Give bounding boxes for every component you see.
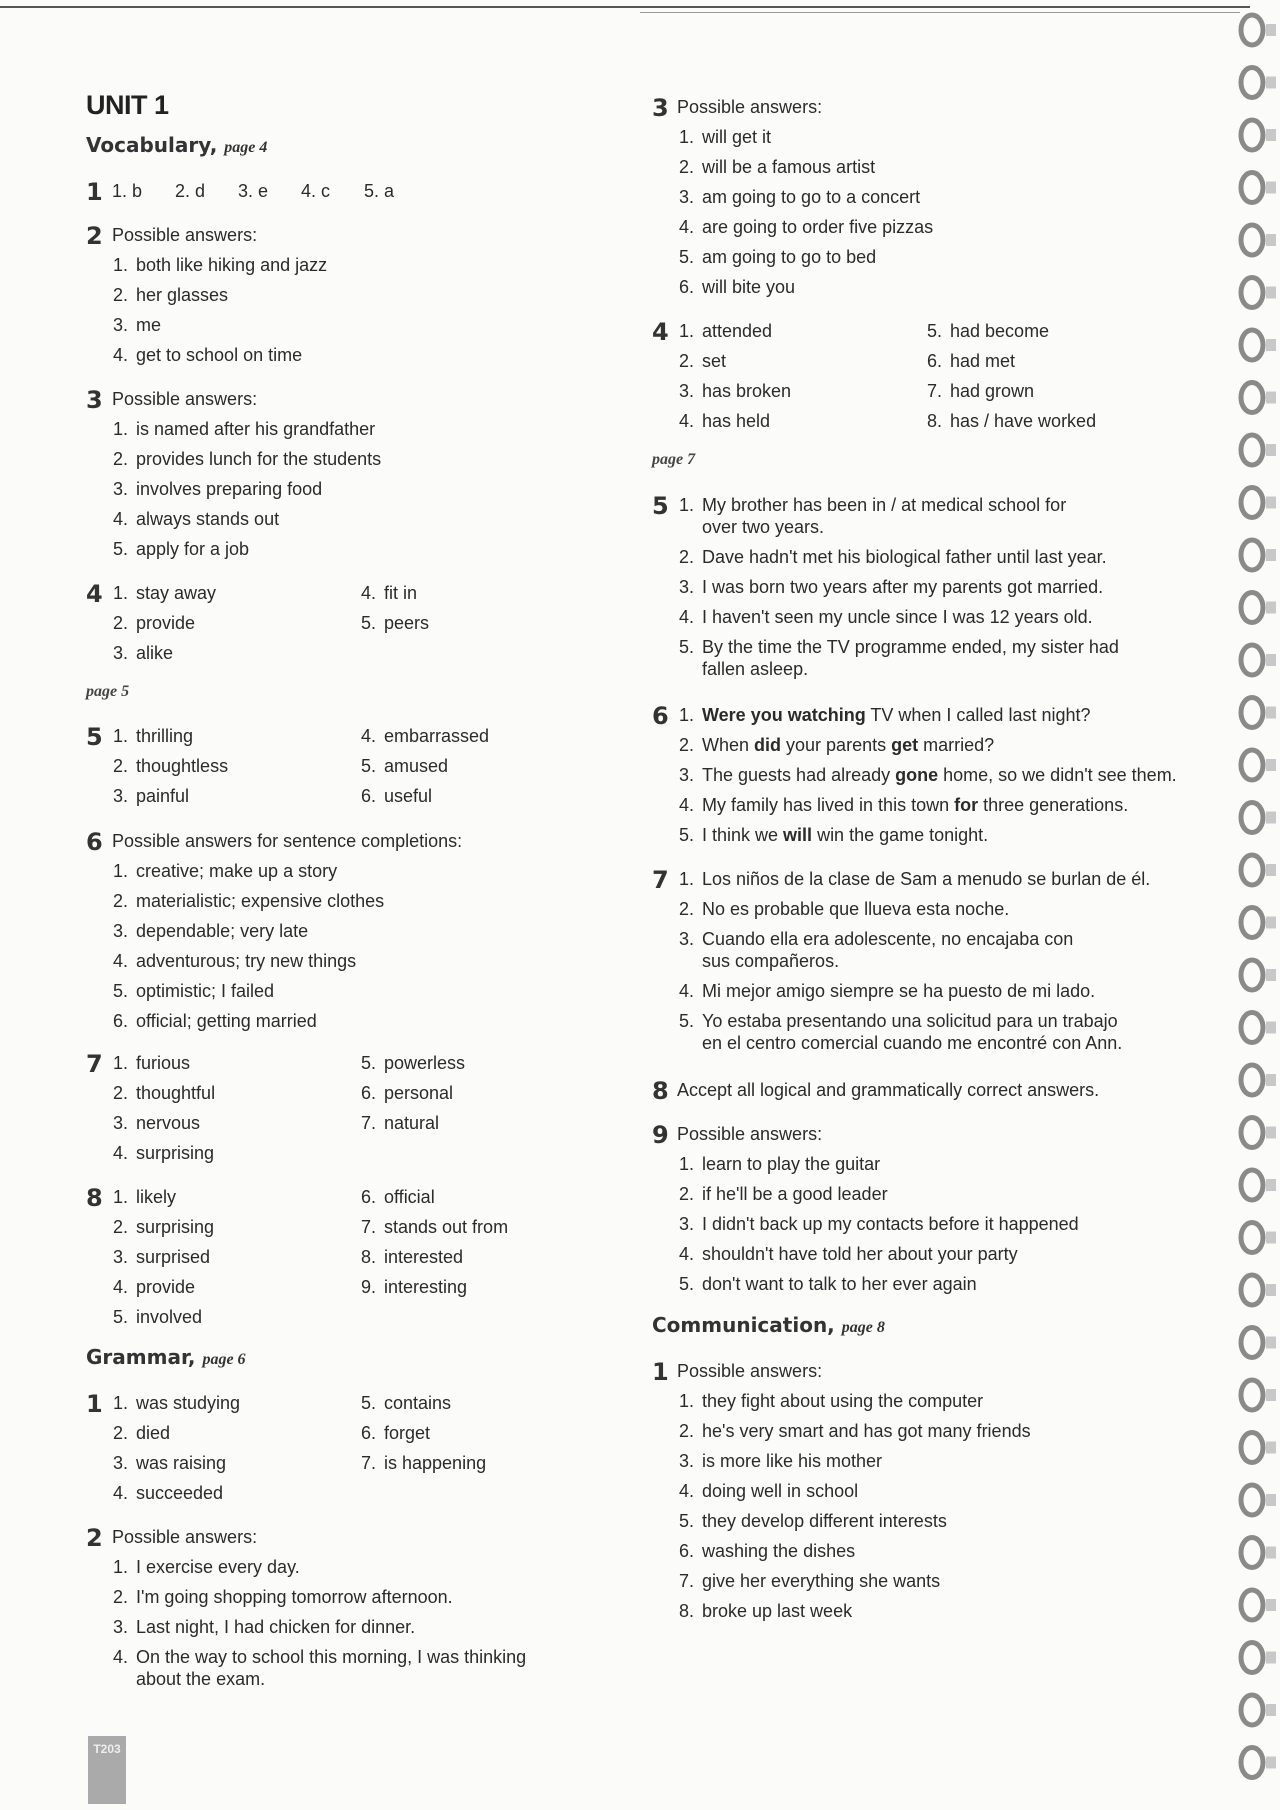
exercise-number: 3 <box>652 94 669 122</box>
spiral-ring <box>1241 173 1263 203</box>
list-item: 4. On the way to school this morning, I was thinking about the exam. <box>112 1647 527 1689</box>
list-item: 4. are going to order five pizzas <box>678 217 934 237</box>
vocab-ex4-left <box>104 582 334 672</box>
spiral-binding <box>1222 0 1280 1810</box>
list-item: 3. painful <box>112 786 190 806</box>
vocab-ex6-list <box>104 860 604 1040</box>
spiral-ring <box>1241 698 1263 728</box>
list-item: 3. is more like his mother <box>678 1451 883 1471</box>
exercise-number: 7 <box>86 1050 103 1078</box>
list-item: 2. set <box>678 351 727 371</box>
spiral-ring <box>1241 1170 1263 1200</box>
page-reference: page 7 <box>652 451 696 468</box>
list-item: 2. will be a famous artist <box>678 157 876 177</box>
spiral-hole <box>1266 339 1276 351</box>
spiral-ring <box>1241 330 1263 360</box>
grammar-ex2-list <box>104 1556 584 1690</box>
spiral-hole <box>1266 759 1276 771</box>
list-item: 5. had become <box>926 321 1050 341</box>
exercise-number: 1 <box>86 178 103 206</box>
exercise-number: 7 <box>652 866 669 894</box>
spiral-hole <box>1266 24 1276 36</box>
vocab-ex8-right <box>352 1186 582 1306</box>
spiral-hole <box>1266 444 1276 456</box>
grammar-ex3-list <box>670 126 1150 306</box>
exercise-intro: Possible answers: <box>677 1124 823 1144</box>
list-item: 4. provide <box>112 1277 196 1297</box>
list-item: 2. thoughtful <box>112 1083 216 1103</box>
spiral-ring <box>1241 1748 1263 1778</box>
list-item: 5. By the time the TV programme ended, my sister had fallen asleep. <box>678 637 1119 679</box>
spiral-hole <box>1266 1074 1276 1086</box>
list-item: 5. apply for a job <box>112 539 250 559</box>
spiral-ring <box>1241 960 1263 990</box>
exercise-number: 9 <box>652 1121 669 1149</box>
spiral-hole <box>1266 1232 1276 1244</box>
list-item: 8. broke up last week <box>678 1601 853 1621</box>
list-item: 1. is named after his grandfather <box>112 419 376 439</box>
list-item: 7. had grown <box>926 381 1035 401</box>
unit-title: UNIT 1 <box>86 90 169 120</box>
vocab-ex5-left <box>104 725 334 815</box>
list-item: 3. nervous <box>112 1113 201 1133</box>
spiral-ring <box>1241 278 1263 308</box>
list-item: 1. learn to play the guitar <box>678 1154 881 1174</box>
list-item: 5. they develop different interests <box>678 1511 947 1531</box>
spiral-ring <box>1241 15 1263 45</box>
spiral-hole <box>1266 77 1276 89</box>
grammar-heading-label: Grammar, <box>86 1345 196 1369</box>
spiral-ring <box>1241 750 1263 780</box>
communication-heading-page: page 8 <box>841 1319 885 1336</box>
list-item: 3. The guests had already gone home, so we didn't see them. <box>678 765 1177 785</box>
top-rule-secondary <box>640 12 1240 13</box>
vocabulary-heading-page: page 4 <box>224 139 268 156</box>
spiral-ring <box>1241 1538 1263 1568</box>
spiral-hole <box>1266 1599 1276 1611</box>
list-item: 3. me <box>112 315 162 335</box>
list-item: 1. My brother has been in / at medical school for over two years. <box>678 495 1067 537</box>
list-item: 3. Last night, I had chicken for dinner. <box>112 1617 416 1637</box>
spiral-ring <box>1241 645 1263 675</box>
list-item: 1. furious <box>112 1053 191 1073</box>
spiral-hole <box>1266 392 1276 404</box>
list-item: 4. adventurous; try new things <box>112 951 357 971</box>
list-item: 4. doing well in school <box>678 1481 859 1501</box>
grammar-ex9-list <box>670 1153 1170 1303</box>
list-item: 5. I think we will win the game tonight. <box>678 825 989 845</box>
spiral-ring <box>1241 1695 1263 1725</box>
grammar-ex4-left <box>670 320 900 440</box>
vocab-ex1-answers <box>112 180 427 202</box>
communication-heading <box>652 1313 885 1337</box>
spiral-ring <box>1241 1065 1263 1095</box>
spiral-ring <box>1241 383 1263 413</box>
list-item: 3. Cuando ella era adolescente, no encajaba con sus compañeros. <box>678 929 1074 971</box>
exercise-intro: Possible answers: <box>112 1527 258 1547</box>
page-number: T203 <box>93 1742 121 1756</box>
vocabulary-heading-label: Vocabulary, <box>86 133 218 157</box>
list-item: 8. interested <box>360 1247 464 1267</box>
spiral-hole <box>1266 1442 1276 1454</box>
spiral-hole <box>1266 1022 1276 1034</box>
grammar-heading-page: page 6 <box>202 1351 246 1368</box>
list-item: 2. thoughtless <box>112 756 229 776</box>
vocab-ex7-right <box>352 1052 582 1142</box>
list-item: 4. shouldn't have told her about your party <box>678 1244 1018 1264</box>
list-item: 3. surprised <box>112 1247 211 1267</box>
exercise-number: 8 <box>86 1184 103 1212</box>
spiral-hole <box>1266 1757 1276 1769</box>
spiral-hole <box>1266 812 1276 824</box>
spiral-ring <box>1241 68 1263 98</box>
spiral-hole <box>1266 654 1276 666</box>
spiral-hole <box>1266 1179 1276 1191</box>
list-item: 2. if he'll be a good leader <box>678 1184 888 1204</box>
spiral-ring <box>1241 1590 1263 1620</box>
exercise-text: Accept all logical and grammatically correct answers. <box>677 1080 1100 1100</box>
list-item: 4. embarrassed <box>360 726 490 746</box>
grammar-ex5-list <box>670 494 1160 680</box>
spiral-ring <box>1241 1380 1263 1410</box>
spiral-hole <box>1266 1284 1276 1296</box>
spiral-ring <box>1241 1275 1263 1305</box>
list-item: 4. surprising <box>112 1143 215 1163</box>
list-item: 6. official; getting married <box>112 1011 317 1031</box>
spiral-ring <box>1241 1013 1263 1043</box>
spiral-hole <box>1266 1652 1276 1664</box>
page-reference: page 5 <box>86 683 130 700</box>
list-item: 3. involves preparing food <box>112 479 323 499</box>
list-item: 4. succeeded <box>112 1483 224 1503</box>
vocab-ex3-list <box>104 418 604 568</box>
exercise-number: 1 <box>652 1358 669 1386</box>
spiral-ring <box>1241 120 1263 150</box>
exercise-intro: Possible answers for sentence completions: <box>112 831 463 851</box>
spiral-ring <box>1241 1643 1263 1673</box>
list-item: 5. powerless <box>360 1053 466 1073</box>
grammar-heading <box>86 1345 246 1369</box>
list-item: 1. Were you watching TV when I called last night? <box>678 705 1091 725</box>
list-item: 3. alike <box>112 643 174 663</box>
list-item: 6. personal <box>360 1083 454 1103</box>
page-number-tab <box>88 1736 126 1804</box>
list-item: 1. I exercise every day. <box>112 1557 300 1577</box>
list-item: 2. Dave hadn't met his biological father until last year. <box>678 547 1107 567</box>
grammar-ex7-list <box>670 868 1160 1054</box>
list-item: 2. he's very smart and has got many friends <box>678 1421 1031 1441</box>
list-item: 2. No es probable que llueva esta noche. <box>678 899 1010 919</box>
list-item: 1. thrilling <box>112 726 194 746</box>
spiral-hole <box>1266 1494 1276 1506</box>
spiral-ring <box>1241 435 1263 465</box>
list-item: 7. give her everything she wants <box>678 1571 941 1591</box>
vocabulary-heading <box>86 133 267 157</box>
list-item: 6. useful <box>360 786 433 806</box>
spiral-ring <box>1241 908 1263 938</box>
list-item: 5. Yo estaba presentando una solicitud para un trabajo en el centro comercial cuando me encontré con Ann. <box>678 1011 1123 1053</box>
list-item: 3. dependable; very late <box>112 921 309 941</box>
spiral-hole <box>1266 1704 1276 1716</box>
list-item: 6. official <box>360 1187 435 1207</box>
exercise-number: 6 <box>86 828 103 856</box>
list-item: 4. fit in <box>360 583 418 603</box>
list-item: 5. contains <box>360 1393 452 1413</box>
list-item: 7. stands out from <box>360 1217 509 1237</box>
vocab-ex8-left <box>104 1186 334 1336</box>
spiral-hole <box>1266 129 1276 141</box>
comm-ex1-list <box>670 1390 1170 1630</box>
list-item: 4. Mi mejor amigo siempre se ha puesto de mi lado. <box>678 981 1096 1001</box>
list-item: 6. washing the dishes <box>678 1541 856 1561</box>
answer: 1. b <box>112 181 143 201</box>
list-item: 1. will get it <box>678 127 772 147</box>
vocab-ex2-list <box>104 254 604 374</box>
list-item: 5. don't want to talk to her ever again <box>678 1274 977 1294</box>
list-item: 4. has held <box>678 411 771 431</box>
vocab-ex5-right <box>352 725 582 815</box>
spiral-ring <box>1241 488 1263 518</box>
spiral-ring <box>1241 1223 1263 1253</box>
top-rule <box>0 6 1250 8</box>
spiral-hole <box>1266 287 1276 299</box>
list-item: 6. forget <box>360 1423 431 1443</box>
list-item: 1. was studying <box>112 1393 241 1413</box>
list-item: 6. had met <box>926 351 1016 371</box>
spiral-hole <box>1266 917 1276 929</box>
exercise-number: 8 <box>652 1077 669 1105</box>
grammar-ex4-right <box>918 320 1168 440</box>
communication-heading-label: Communication, <box>652 1313 835 1337</box>
exercise-number: 4 <box>86 580 103 608</box>
list-item: 2. I'm going shopping tomorrow afternoon. <box>112 1587 453 1607</box>
spiral-ring <box>1241 593 1263 623</box>
exercise-intro: Possible answers: <box>112 225 258 245</box>
list-item: 5. am going to go to bed <box>678 247 877 267</box>
spiral-hole <box>1266 707 1276 719</box>
spiral-hole <box>1266 182 1276 194</box>
exercise-intro: Possible answers: <box>677 97 823 117</box>
exercise-intro: Possible answers: <box>677 1361 823 1381</box>
grammar-ex1-right <box>352 1392 582 1482</box>
list-item: 2. provides lunch for the students <box>112 449 382 469</box>
spiral-ring <box>1241 855 1263 885</box>
spiral-ring <box>1241 1118 1263 1148</box>
grammar-ex1-left <box>104 1392 334 1512</box>
list-item: 5. peers <box>360 613 430 633</box>
list-item: 3. I didn't back up my contacts before it happened <box>678 1214 1079 1234</box>
list-item: 1. likely <box>112 1187 177 1207</box>
spiral-hole <box>1266 234 1276 246</box>
spiral-ring <box>1241 803 1263 833</box>
exercise-number: 1 <box>86 1390 103 1418</box>
list-item: 5. involved <box>112 1307 203 1327</box>
spiral-hole <box>1266 864 1276 876</box>
exercise-number: 4 <box>652 318 669 346</box>
list-item: 2. died <box>112 1423 171 1443</box>
exercise-number: 2 <box>86 1524 103 1552</box>
list-item: 3. am going to go to a concert <box>678 187 921 207</box>
exercise-number: 3 <box>86 386 103 414</box>
spiral-hole <box>1266 969 1276 981</box>
list-item: 3. was raising <box>112 1453 227 1473</box>
exercise-number: 5 <box>86 723 103 751</box>
list-item: 3. I was born two years after my parents got married. <box>678 577 1104 597</box>
list-item: 3. has broken <box>678 381 792 401</box>
spiral-ring <box>1241 1485 1263 1515</box>
grammar-ex6-list <box>670 704 1177 854</box>
answer: 4. c <box>301 181 331 201</box>
vocab-ex7-left <box>104 1052 334 1172</box>
list-item: 9. interesting <box>360 1277 468 1297</box>
list-item: 2. When did your parents get married? <box>678 735 995 755</box>
list-item: 1. attended <box>678 321 773 341</box>
list-item: 2. materialistic; expensive clothes <box>112 891 385 911</box>
list-item: 8. has / have worked <box>926 411 1097 431</box>
list-item: 4. I haven't seen my uncle since I was 12 years old. <box>678 607 1093 627</box>
spiral-hole <box>1266 602 1276 614</box>
answer: 5. a <box>364 181 395 201</box>
list-item: 7. natural <box>360 1113 440 1133</box>
list-item: 1. they fight about using the computer <box>678 1391 984 1411</box>
exercise-number: 5 <box>652 492 669 520</box>
list-item: 5. optimistic; I failed <box>112 981 275 1001</box>
list-item: 7. is happening <box>360 1453 487 1473</box>
list-item: 2. surprising <box>112 1217 215 1237</box>
spiral-ring <box>1241 225 1263 255</box>
spiral-ring <box>1241 1433 1263 1463</box>
spiral-hole <box>1266 549 1276 561</box>
list-item: 1. creative; make up a story <box>112 861 338 881</box>
exercise-number: 2 <box>86 222 103 250</box>
list-item: 2. provide <box>112 613 196 633</box>
list-item: 4. My family has lived in this town for three generations. <box>678 795 1129 815</box>
spiral-hole <box>1266 1337 1276 1349</box>
list-item: 1. both like hiking and jazz <box>112 255 328 275</box>
list-item: 1. stay away <box>112 583 217 603</box>
exercise-number: 6 <box>652 702 669 730</box>
vocab-ex4-right <box>352 582 582 642</box>
spiral-hole <box>1266 1127 1276 1139</box>
list-item: 2. her glasses <box>112 285 229 305</box>
list-item: 1. Los niños de la clase de Sam a menudo se burlan de él. <box>678 869 1151 889</box>
spiral-hole <box>1266 497 1276 509</box>
answer: 3. e <box>238 181 269 201</box>
answer: 2. d <box>175 181 206 201</box>
list-item: 4. always stands out <box>112 509 280 529</box>
list-item: 6. will bite you <box>678 277 796 297</box>
list-item: 4. get to school on time <box>112 345 303 365</box>
spiral-ring <box>1241 540 1263 570</box>
list-item: 5. amused <box>360 756 449 776</box>
spiral-hole <box>1266 1389 1276 1401</box>
spiral-hole <box>1266 1547 1276 1559</box>
exercise-intro: Possible answers: <box>112 389 258 409</box>
spiral-ring <box>1241 1328 1263 1358</box>
